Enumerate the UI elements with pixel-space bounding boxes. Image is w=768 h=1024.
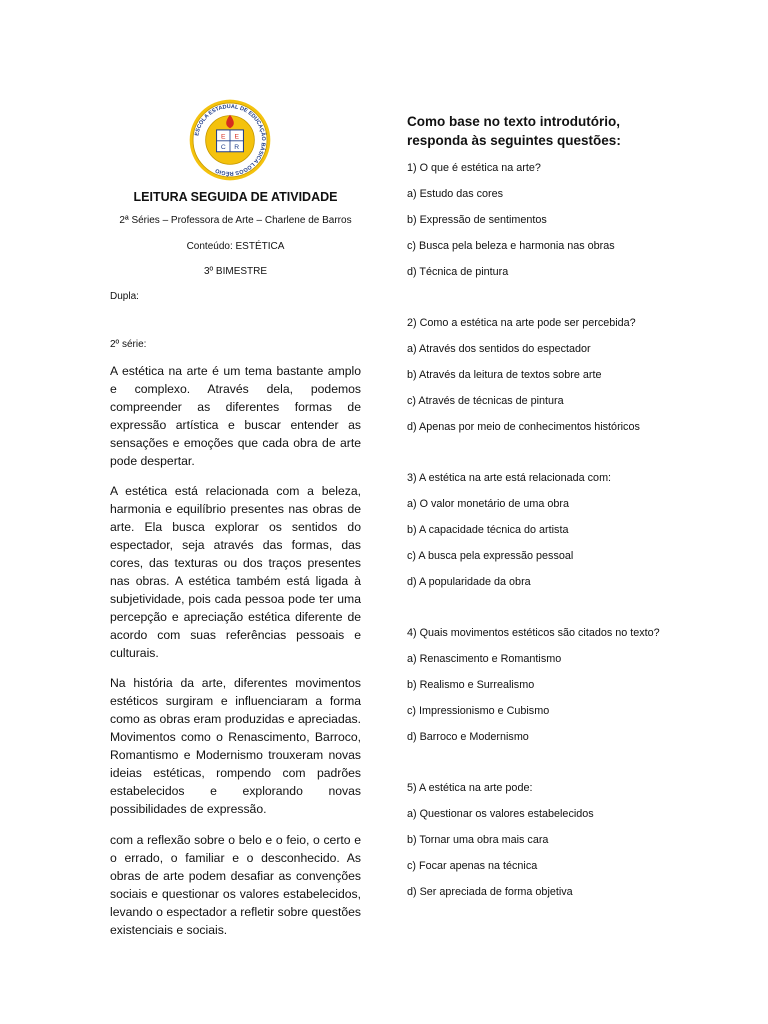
question-text: 1) O que é estética na arte? <box>407 162 541 174</box>
school-seal-logo <box>188 98 272 182</box>
answer-option: c) Através de técnicas de pintura <box>407 395 564 407</box>
answer-option: a) Através dos sentidos do espectador <box>407 343 591 355</box>
question-text: 2) Como a estética na arte pode ser percebida? <box>407 317 636 329</box>
svg-text:E: E <box>234 133 239 141</box>
answer-option: a) O valor monetário de uma obra <box>407 498 570 510</box>
answer-option: b) Através da leitura de textos sobre arte <box>407 369 602 381</box>
answer-option: b) A capacidade técnica do artista <box>407 524 569 536</box>
serie-label: 2º série: <box>110 339 147 350</box>
dupla-field: Dupla: <box>110 291 139 302</box>
svg-text:E: E <box>221 133 226 141</box>
document-title: LEITURA SEGUIDA DE ATIVIDADE <box>133 190 338 204</box>
answer-option: a) Renascimento e Romantismo <box>407 653 562 665</box>
svg-text:ESCOLA ESTADUAL DE EDUCAÇÃO BÁ: ESCOLA ESTADUAL DE EDUCAÇÃO BÁSICA LOGOS RÉGIO <box>194 104 266 176</box>
question-block <box>407 161 677 280</box>
answer-option: a) Estudo das cores <box>407 188 504 200</box>
answer-option: b) Tornar uma obra mais cara <box>407 834 549 846</box>
answer-option: a) Questionar os valores estabelecidos <box>407 808 594 820</box>
answer-option: c) Busca pela beleza e harmonia nas obras <box>407 240 615 252</box>
answer-option: d) A popularidade da obra <box>407 576 531 588</box>
svg-text:R: R <box>234 144 240 152</box>
answer-option: d) Apenas por meio de conhecimentos históricos <box>407 421 640 433</box>
question-block <box>407 471 677 590</box>
answer-option: c) Focar apenas na técnica <box>407 860 538 872</box>
answer-option: c) Impressionismo e Cubismo <box>407 705 550 717</box>
question-block <box>407 781 677 900</box>
question-block <box>407 626 677 745</box>
answer-option: d) Ser apreciada de forma objetiva <box>407 886 573 898</box>
text-paragraph: Na história da arte, diferentes movimentos estéticos surgiram e influenciaram a forma como as obras eram produzidas e apreciadas. Movimentos como o Renascimento, Barroco, Romantismo e Modernismo trouxeram novas ideias estéticas, rompendo com padrões estabelecidos e explorando novas possibilidades de expressão. <box>110 676 361 817</box>
content-line: Conteúdo: ESTÉTICA <box>186 241 285 252</box>
text-paragraph: A estética na arte é um tema bastante amplo e complexo. Através dela, podemos compreender as diferentes formas de expressão artística e buscar entender as sensações e emoções que cada obra de arte pode despertar. <box>110 364 361 468</box>
answer-option: d) Barroco e Modernismo <box>407 731 529 743</box>
question-block <box>407 316 677 435</box>
answer-option: b) Expressão de sentimentos <box>407 214 547 226</box>
answer-option: b) Realismo e Surrealismo <box>407 679 535 691</box>
bimester-line: 3º BIMESTRE <box>203 266 268 277</box>
questions-column <box>407 112 677 900</box>
question-text: 4) Quais movimentos estéticos são citados no texto? <box>407 627 660 639</box>
left-column <box>110 98 361 951</box>
text-paragraph: A estética está relacionada com a beleza, harmonia e equilíbrio presentes nas obras de arte. Ela busca explorar os sentidos do espectador, seja através das formas, das cores, das texturas ou dos traços presentes nas obras. A estética também está ligada à subjetividade, pois cada pessoa pode ter uma percepção e apreciação estética diferente de acordo com suas referências pessoais e culturais. <box>110 484 361 661</box>
text-paragraph: com a reflexão sobre o belo e o feio, o certo e o errado, o familiar e o desconhecido. As obras de arte podem desafiar as convenções sociais e questionar os valores estabelecidos, levando o espectador a refletir sobre questões existenciais e sociais. <box>110 832 361 937</box>
svg-text:C: C <box>220 144 226 152</box>
answer-option: c) A busca pela expressão pessoal <box>407 550 574 562</box>
document-subtitle: 2ª Séries – Professora de Arte – Charlene de Barros <box>119 215 352 226</box>
answer-option: d) Técnica de pintura <box>407 266 509 278</box>
question-text: 5) A estética na arte pode: <box>407 782 533 794</box>
questions-heading: Como base no texto introdutório, responda às seguintes questões: <box>407 114 621 148</box>
question-text: 3) A estética na arte está relacionada com: <box>407 472 612 484</box>
